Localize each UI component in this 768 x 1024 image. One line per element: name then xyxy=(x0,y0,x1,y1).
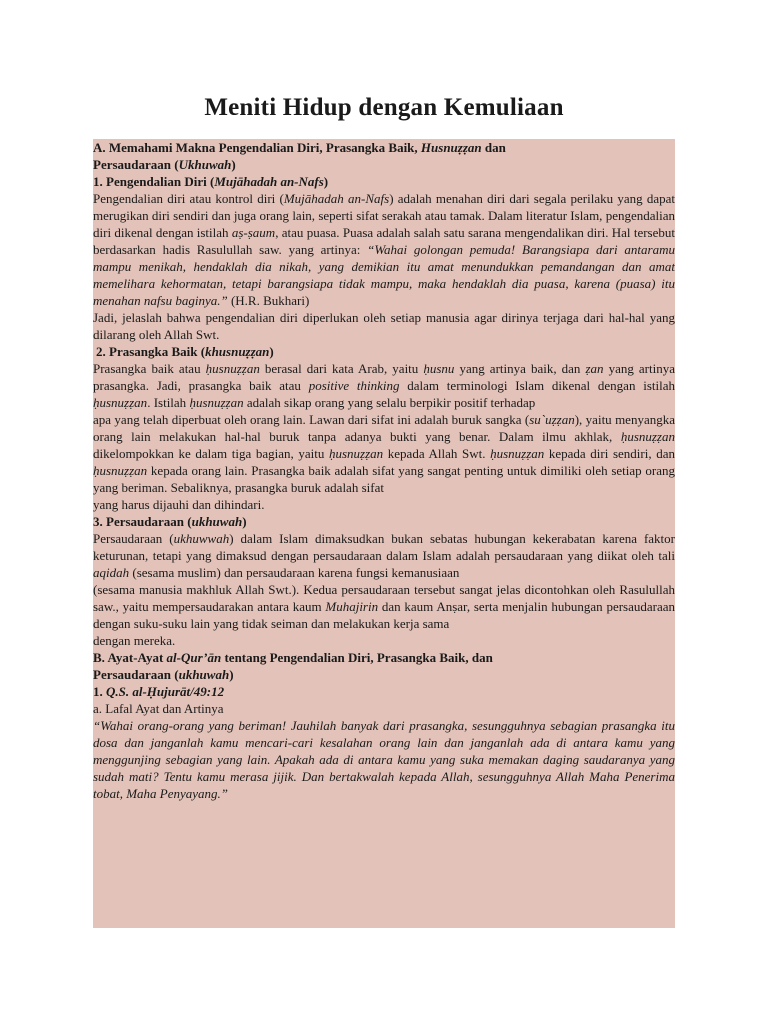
text: , atau puasa. Puasa adalah salah satu sarana mengendalikan diri. Hal tersebut berdasarkan hadis Rasulullah saw. yang artinya: xyxy=(93,225,675,257)
text: (sesama manusia makhluk Allah Swt.). Kedua persaudaraan tersebut sangat jelas dicontohkan oleh Rasulullah saw., yaitu mempersaudarakan antara kaum xyxy=(93,582,675,614)
heading-text: ) xyxy=(231,157,236,172)
text: . Istilah xyxy=(147,395,190,410)
text: yang artinya prasangka. Jadi, prasangka baik atau xyxy=(93,361,675,393)
heading-italic: Husnuẓẓan xyxy=(420,140,482,155)
italic-term: su`uẓẓan xyxy=(529,412,575,427)
heading-text: dan xyxy=(481,140,506,155)
heading-italic: ukhuwah xyxy=(191,514,243,529)
heading-text: tentang Pengendalian Diri, Prasangka Baik, dan xyxy=(221,650,493,665)
heading-italic: al-Qur’ān xyxy=(166,650,222,665)
subsection-1-paragraph-2: Jadi, jelaslah bahwa pengendalian diri diperlukan oleh setiap manusia agar dirinya terjaga dari hal-hal yang dilarang oleh Allah Swt. xyxy=(93,310,675,342)
text: kepada orang lain. Prasangka baik adalah sifat yang sangat penting untuk dimiliki oleh setiap orang yang beriman. Sebaliknya, prasangka buruk adalah sifat xyxy=(93,463,675,495)
italic-term: ḥusnuẓẓan xyxy=(328,446,384,461)
text: dan kaum Anṣar, serta menjalin hubungan persaudaraan dengan suku-suku lain yang tidak seiman dan melakukan kerja sama xyxy=(93,599,675,631)
subsection-3-paragraph-1 xyxy=(93,530,675,581)
page-title: Meniti Hidup dengan Kemuliaan xyxy=(204,94,564,121)
italic-term: aqidah xyxy=(93,565,130,580)
heading-text: Persaudaraan ( xyxy=(93,157,179,172)
subsection-2-paragraph-1 xyxy=(93,360,675,411)
italic-term: ḥusnuẓẓan xyxy=(490,446,545,461)
hadith-quote: “Wahai golongan pemuda! Barangsiapa dari antaramu mampu menikah, hendaklah dia nikah, yang demikian itu amat menundukkan pemandangan dan amat memelihara kehormatan, tetapi barangsiapa tidak mampu, maka hendaklah dia puasa, karena (puasa) itu menahan nafsu baginya.” xyxy=(93,242,675,308)
italic-term: ḥusnuẓẓan xyxy=(620,429,675,444)
italic-term: positive thinking xyxy=(308,378,400,393)
italic-term: Mujāhadah an-Nafs xyxy=(283,191,390,206)
heading-text: 3. Persaudaraan ( xyxy=(93,514,192,529)
italic-term: ḥusnuẓẓan xyxy=(93,395,148,410)
subsection-2-heading xyxy=(93,343,675,360)
text: ) dalam Islam dimaksudkan bukan sebatas hubungan kekerabatan karena faktor keturunan, tetapi yang dimaksud dengan persaudaraan dalam Islam adalah persaudaraan yang diikat oleh tali xyxy=(93,531,675,563)
text: Pengendalian diri atau kontrol diri ( xyxy=(93,191,284,206)
verse-translation xyxy=(93,717,675,802)
text: adalah sikap orang yang selalu berpikir positif terhadap xyxy=(243,395,536,410)
section-b-subheading xyxy=(93,683,675,700)
italic-term: ḥusnuẓẓan xyxy=(205,361,260,376)
heading-text: ) xyxy=(242,514,247,529)
subsection-2-paragraph-2 xyxy=(93,411,675,496)
italic-term: ḥusnuẓẓan xyxy=(93,463,148,478)
heading-text: A. Memahami Makna Pengendalian Diri, Prasangka Baik, xyxy=(93,140,421,155)
subsection-2-paragraph-3: yang harus dijauhi dan dihindari. xyxy=(93,497,265,512)
content-box xyxy=(93,139,675,928)
subsection-1-paragraph-1 xyxy=(93,190,675,309)
heading-text: Persaudaraan ( xyxy=(93,667,179,682)
text: kepada Allah Swt. xyxy=(383,446,491,461)
lafal-label: a. Lafal Ayat dan Artinya xyxy=(93,701,224,716)
subsection-3-paragraph-3: dengan mereka. xyxy=(93,633,176,648)
section-a-heading xyxy=(93,139,675,173)
text: berasal dari kata Arab, yaitu xyxy=(259,361,424,376)
italic-term: aṣ-ṣaum xyxy=(231,225,276,240)
text: yang artinya baik, dan xyxy=(454,361,586,376)
text: dalam terminologi Islam dikenal dengan istilah xyxy=(399,378,675,393)
heading-text: 1. Pengendalian Diri ( xyxy=(93,174,215,189)
italic-term: ḥusnuẓẓan xyxy=(189,395,244,410)
section-b-heading xyxy=(93,649,675,683)
surah-reference: Q.S. al-Ḥujurāt/49:12 xyxy=(106,684,225,699)
text: (sesama muslim) dan persaudaraan karena fungsi kemanusiaan xyxy=(129,565,460,580)
text: ), yaitu menyangka orang lain melakukan hal-hal buruk tanpa adanya bukti yang benar. Dalam ilmu akhlak, xyxy=(93,412,675,444)
italic-term: ẓan xyxy=(585,361,604,376)
heading-text: ) xyxy=(323,174,329,189)
heading-text: B. Ayat-Ayat xyxy=(93,650,167,665)
text: kepada diri sendiri, dan xyxy=(544,446,675,461)
italic-term: ukhuwwah xyxy=(173,531,230,546)
heading-italic: Ukhuwah xyxy=(178,157,232,172)
hadith-source: (H.R. Bukhari) xyxy=(227,293,310,308)
subsection-3-heading xyxy=(93,513,675,530)
italic-term: ḥusnu xyxy=(423,361,455,376)
heading-text: 2. Prasangka Baik ( xyxy=(96,344,206,359)
text: Persaudaraan ( xyxy=(93,531,174,546)
text: Prasangka baik atau xyxy=(93,361,206,376)
text: apa yang telah diperbuat oleh orang lain. Lawan dari sifat ini adalah buruk sangka ( xyxy=(93,412,530,427)
subsection-3-paragraph-2 xyxy=(93,581,675,632)
italic-term: Muhajirin xyxy=(325,599,379,614)
subsection-1-heading xyxy=(93,173,675,190)
verse-quote: “Wahai orang-orang yang beriman! Jauhilah banyak dari prasangka, sesungguhnya sebagian prasangka itu dosa dan janganlah kamu mencari-cari kesalahan orang lain dan janganlah ada di antara kamu yang menggunjing sebagian yang lain. Apakah ada di antara kamu yang suka memakan daging saudaranya yang sudah mati? Tentu kamu merasa jijik. Dan bertakwalah kepada Allah, sesungguhnya Allah Maha Penerima tobat, Maha Penyayang.” xyxy=(93,718,675,801)
text: ) adalah menahan diri dari segala perilaku yang dapat merugikan diri sendiri dan juga orang lain, seperti sifat serakah atau tamak. Dalam literatur Islam, pengendalian diri dikenal dengan istilah xyxy=(93,191,675,240)
text: dikelompokkan ke dalam tiga bagian, yaitu xyxy=(93,446,329,461)
heading-text: ) xyxy=(229,667,234,682)
heading-italic: khusnuẓẓan xyxy=(205,344,270,359)
heading-text: ) xyxy=(269,344,274,359)
heading-italic: Mujāhadah an-Nafs xyxy=(214,174,324,189)
heading-text: 1. xyxy=(93,684,106,699)
heading-italic: ukhuwah xyxy=(178,667,230,682)
